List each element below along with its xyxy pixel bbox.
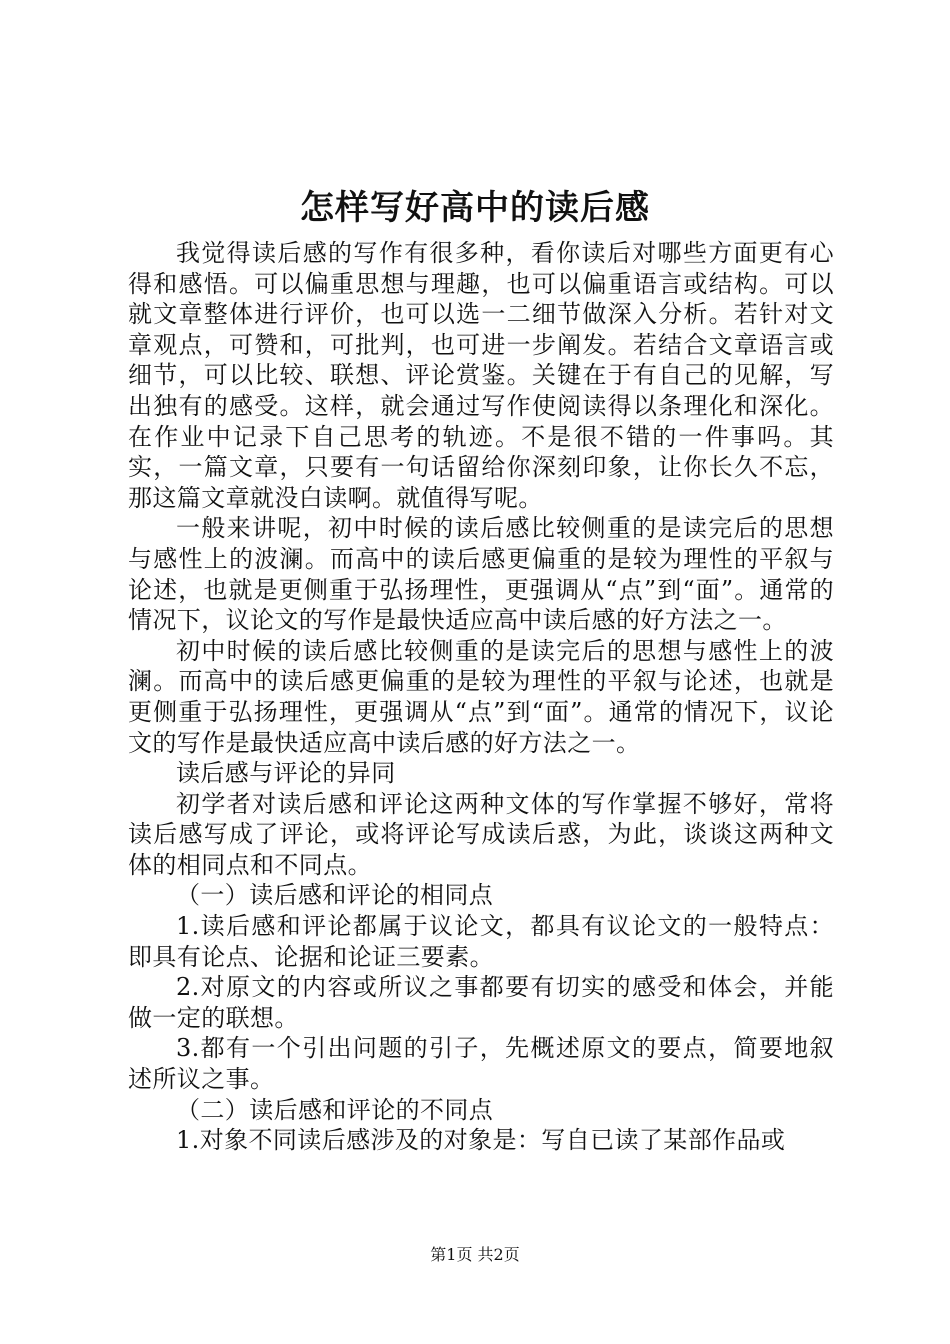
subsection-heading: （二）读后感和评论的不同点 xyxy=(176,1095,494,1124)
paragraph: 初学者对读后感和评论这两种文体的写作掌握不够好，常将读后感写成了评论，或将评论写成读后惑，为此，谈谈这两种文体的相同点和不同点。 xyxy=(128,789,834,879)
list-item: 1.读后感和评论都属于议论文，都具有议论文的一般特点：即具有论点、论据和论证三要素。 xyxy=(128,912,834,971)
paragraph: 一般来讲呢，初中时候的读后感比较侧重的是读完后的思想与感性上的波澜。而高中的读后感更偏重的是较为理性的平叙与论述，也就是更侧重于弘扬理性，更强调从“点”到“面”。通常的情况下，议论文的写作是最快适应高中读后感的好方法之一。 xyxy=(128,514,834,635)
document-body xyxy=(128,238,834,1156)
list-item: 1.对象不同读后感涉及的对象是：写自已读了某部作品或 xyxy=(176,1126,786,1155)
paragraph: 我觉得读后感的写作有很多种，看你读后对哪些方面更有心得和感悟。可以偏重思想与理趣，也可以偏重语言或结构。可以就文章整体进行评价，也可以选一二细节做深入分析。若针对文章观点，可赞和，可批判，也可进一步阐发。若结合文章语言或细节，可以比较、联想、评论赏鉴。关键在于有自己的见解，写出独有的感受。这样，就会通过写作使阅读得以条理化和深化。在作业中记录下自己思考的轨迹。不是很不错的一件事吗。其实，一篇文章，只要有一句话留给你深刻印象，让你长久不忘，那这篇文章就没白读啊。就值得写呢。 xyxy=(128,239,834,512)
list-item: 3.都有一个引出问题的引子，先概述原文的要点，简要地叙述所议之事。 xyxy=(128,1034,834,1094)
list-item: 2.对原文的内容或所议之事都要有切实的感受和体会，并能做一定的联想。 xyxy=(128,973,834,1032)
paragraph: 初中时候的读后感比较侧重的是读完后的思想与感性上的波澜。而高中的读后感更偏重的是较为理性的平叙与论述，也就是更侧重于弘扬理性，更强调从“点”到“面”。通常的情况下，议论文的写作是最快适应高中读后感的好方法之一。 xyxy=(128,636,834,757)
document-title: 怎样写好高中的读后感 xyxy=(300,188,650,228)
page-number-footer: 第1页 共2页 xyxy=(430,1245,520,1264)
subsection-heading: （一）读后感和评论的相同点 xyxy=(176,881,494,910)
section-heading: 读后感与评论的异同 xyxy=(176,759,396,788)
